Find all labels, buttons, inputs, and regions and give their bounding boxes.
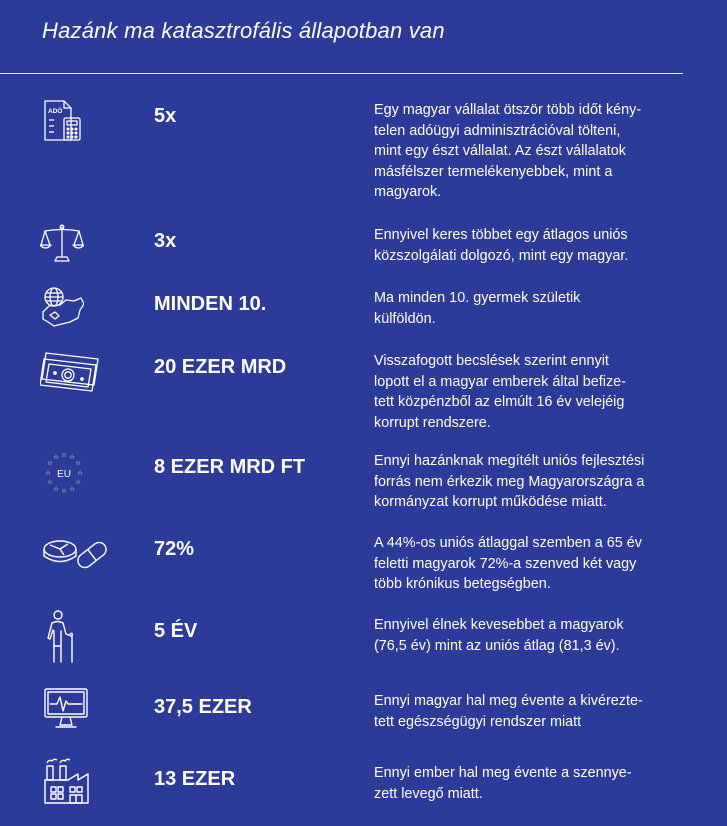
- svg-text:☆: ☆: [61, 487, 67, 495]
- heart-monitor-icon: [44, 687, 88, 731]
- svg-text:☆: ☆: [53, 453, 59, 461]
- stat-value: 5 ÉV: [154, 620, 198, 642]
- banknotes-icon: [40, 351, 100, 395]
- stat-value: 20 EZER MRD: [154, 356, 287, 378]
- stat-description: Ennyivel keres többet egy átlagos uniós közszolgálati dolgozó, mint egy magyar.: [374, 227, 629, 264]
- svg-text:☆: ☆: [47, 459, 53, 467]
- title-divider: [0, 73, 683, 74]
- globe-hungary-map-icon: [40, 286, 84, 330]
- stat-description: Ma minden 10. gyermek születik külföldön.: [374, 290, 581, 327]
- stat-description: Ennyi ember hal meg évente a szennye- zett levegő miatt.: [374, 765, 632, 802]
- stat-description: Visszafogott becslések szerint ennyit lopott el a magyar emberek által befize- tett közpénzből az elmúlt 16 év velejéig korrupt rendszere.: [374, 353, 626, 431]
- svg-text:☆: ☆: [45, 469, 51, 477]
- svg-text:☆: ☆: [75, 478, 81, 486]
- stat-value: 5x: [154, 105, 177, 127]
- stat-value: 72%: [154, 538, 195, 560]
- svg-text:☆: ☆: [47, 478, 53, 486]
- stat-value: 8 EZER MRD FT: [154, 456, 306, 478]
- stat-description: Ennyi hazánknak megítélt uniós fejlesztési forrás nem érkezik meg Magyarországra a kormányzat korrupt működése miatt.: [374, 453, 645, 510]
- svg-text:☆: ☆: [69, 485, 75, 493]
- svg-text:☆: ☆: [77, 469, 83, 477]
- stat-value: 37,5 EZER: [154, 696, 252, 718]
- elderly-person-icon: [42, 610, 76, 664]
- svg-text:☆: ☆: [53, 485, 59, 493]
- stat-value: 3x: [154, 230, 177, 252]
- svg-text:☆: ☆: [75, 459, 81, 467]
- stat-description: Ennyi magyar hal meg évente a kivérezte- tett egészségügyi rendszer miatt: [374, 693, 643, 730]
- stat-value: MINDEN 10.: [154, 293, 267, 315]
- svg-text:EU: EU: [57, 469, 71, 480]
- page-title: Hazánk ma katasztrofális állapotban van: [42, 18, 445, 43]
- stat-value: 13 EZER: [154, 768, 236, 790]
- stat-description: Ennyivel élnek kevesebbet a magyarok (76,5 év) mint az uniós átlag (81,3 év).: [374, 617, 624, 654]
- svg-text:ADÓ: ADÓ: [48, 108, 63, 115]
- stat-description: Egy magyar vállalat ötször több időt kény- telen adóügyi adminisztrációval tölteni, mint egy észt vállalat. Az észt vállalatok másfélszer termelékenyebbek, mint a magyarok.: [374, 102, 642, 200]
- pills-icon: [42, 531, 108, 575]
- factory-icon: [44, 757, 92, 805]
- svg-text:☆: ☆: [61, 451, 67, 459]
- tax-document-icon: [40, 100, 84, 144]
- stat-description: A 44%-os uniós átlaggal szemben a 65 év feletti magyarok 72%-a szenved két vagy több krónikus betegségben.: [374, 535, 642, 592]
- svg-text:☆: ☆: [69, 453, 75, 461]
- scales-icon: [40, 221, 84, 265]
- eu-flag-icon: [40, 449, 88, 497]
